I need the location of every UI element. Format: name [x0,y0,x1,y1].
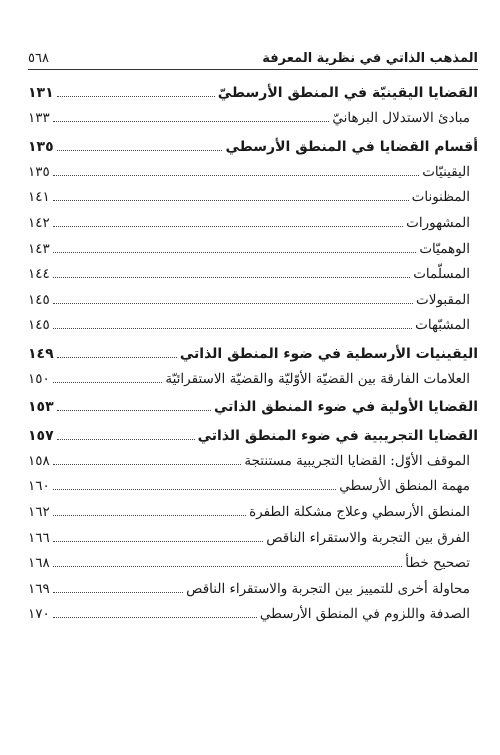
toc-entry-label: المظنونات [411,189,470,206]
toc-subsection-entry [28,504,478,522]
toc-entry-page-number: ١٦٦ [28,529,50,546]
toc-subsection-entry [28,606,478,624]
toc-entry-label: اليقينيات الأرسطية في ضوء المنطق الذاتي [179,345,478,362]
toc-subsection-entry [28,292,478,310]
toc-entry-label: مهمة المنطق الأرسطي [339,478,470,495]
dot-leader [57,96,215,97]
toc-entry-label: محاولة أخرى للتمييز بين التجربة والاستقراء الناقص [186,580,470,597]
toc-entry-page-number: ١٤٥ [28,317,50,334]
toc-entry-label: المشهورات [406,215,470,232]
toc-entry-page-number: ١٥٧ [28,427,54,444]
toc-entry-page-number: ١٣٥ [28,138,54,155]
toc-entry-label: أقسام القضايا في المنطق الأرسطي [225,138,478,155]
toc-subsection-entry [28,478,478,496]
toc-subsection-entry [28,371,478,389]
toc-entry-label: المقبولات [416,291,470,308]
toc-entry-page-number: ١٥٣ [28,399,54,416]
dot-leader [53,592,183,593]
dot-leader [53,566,402,567]
toc-entry-page-number: ١٤٣ [28,240,50,257]
toc-subsection-entry [28,555,478,573]
dot-leader [53,464,242,465]
toc-subsection-entry [28,317,478,335]
header-page-number: ٥٦٨ [28,51,49,66]
toc-subsection-entry [28,453,478,471]
toc-subsection-entry [28,164,478,182]
toc-entry-page-number: ١٧٠ [28,606,50,623]
dot-leader [57,150,223,151]
dot-leader [53,277,410,278]
toc-section-entry [28,345,478,363]
toc-entry-label: الصدفة واللزوم في المنطق الأرسطي [259,606,470,623]
toc-entry-label: الموقف الأوّل: القضايا التجريبية مستنتجة [244,452,470,469]
toc-entry-label: المنطق الأرسطي وعلاج مشكلة الطفرة [249,503,470,520]
toc-section-entry [28,427,478,445]
toc-entry-page-number: ١٣٣ [28,110,50,127]
toc-entry-page-number: ١٦٠ [28,478,50,495]
toc-subsection-entry [28,266,478,284]
dot-leader [57,357,177,358]
toc-entry-label: الوهميّات [419,240,470,257]
toc-section-entry [28,398,478,416]
toc-entry-page-number: ١٦٩ [28,580,50,597]
toc-entry-label: المشبّهات [415,317,470,334]
toc-entry-label: الفرق بين التجربة والاستقراء الناقص [266,529,470,546]
toc-entry-page-number: ١٦٨ [28,555,50,572]
running-header [28,44,478,70]
toc-entry-label: تصحيح خطأ [405,555,470,572]
toc-entry-label: القضايا الأولية في ضوء المنطق الذاتي [213,399,478,416]
dot-leader [53,328,412,329]
toc-entry-page-number: ١٤١ [28,189,50,206]
toc-entry-page-number: ١٤٢ [28,215,50,232]
dot-leader [53,617,257,618]
toc-entry-label: العلامات الفارقة بين القضيّة الأوّليّة والقضيّة الاستقرائيّة [165,370,470,387]
dot-leader [53,175,419,176]
toc-entry-label: مبادئ الاستدلال البرهانيّ [332,110,470,127]
dot-leader [57,410,211,411]
dot-leader [53,200,409,201]
toc-subsection-entry [28,189,478,207]
table-of-contents [28,84,478,624]
toc-entry-page-number: ١٥٠ [28,370,50,387]
dot-leader [53,541,263,542]
toc-entry-page-number: ١٦٢ [28,503,50,520]
dot-leader [57,439,195,440]
dot-leader [53,121,330,122]
dot-leader [53,303,413,304]
dot-leader [53,226,403,227]
toc-entry-page-number: ١٤٤ [28,266,50,283]
toc-entry-label: القضايا التجريبية في ضوء المنطق الذاتي [197,427,478,444]
dot-leader [53,382,163,383]
toc-entry-page-number: ١٤٩ [28,345,54,362]
toc-entry-label: المسلّمات [413,266,470,283]
toc-subsection-entry [28,241,478,259]
toc-subsection-entry [28,581,478,599]
dot-leader [53,515,246,516]
toc-subsection-entry [28,215,478,233]
toc-entry-page-number: ١٥٨ [28,452,50,469]
toc-entry-page-number: ١٣٥ [28,163,50,180]
toc-section-entry [28,84,478,102]
toc-entry-label: القضايا اليقينيّة في المنطق الأرسطيّ [217,85,478,101]
dot-leader [53,489,336,490]
toc-subsection-entry [28,110,478,128]
toc-entry-page-number: ١٤٥ [28,291,50,308]
toc-entry-label: اليقينيّات [422,163,470,180]
toc-entry-page-number: ١٣١ [28,85,54,101]
book-title: المذهب الذاتي في نظرية المعرفة [262,51,478,66]
toc-section-entry [28,138,478,156]
toc-subsection-entry [28,530,478,548]
dot-leader [53,252,417,253]
